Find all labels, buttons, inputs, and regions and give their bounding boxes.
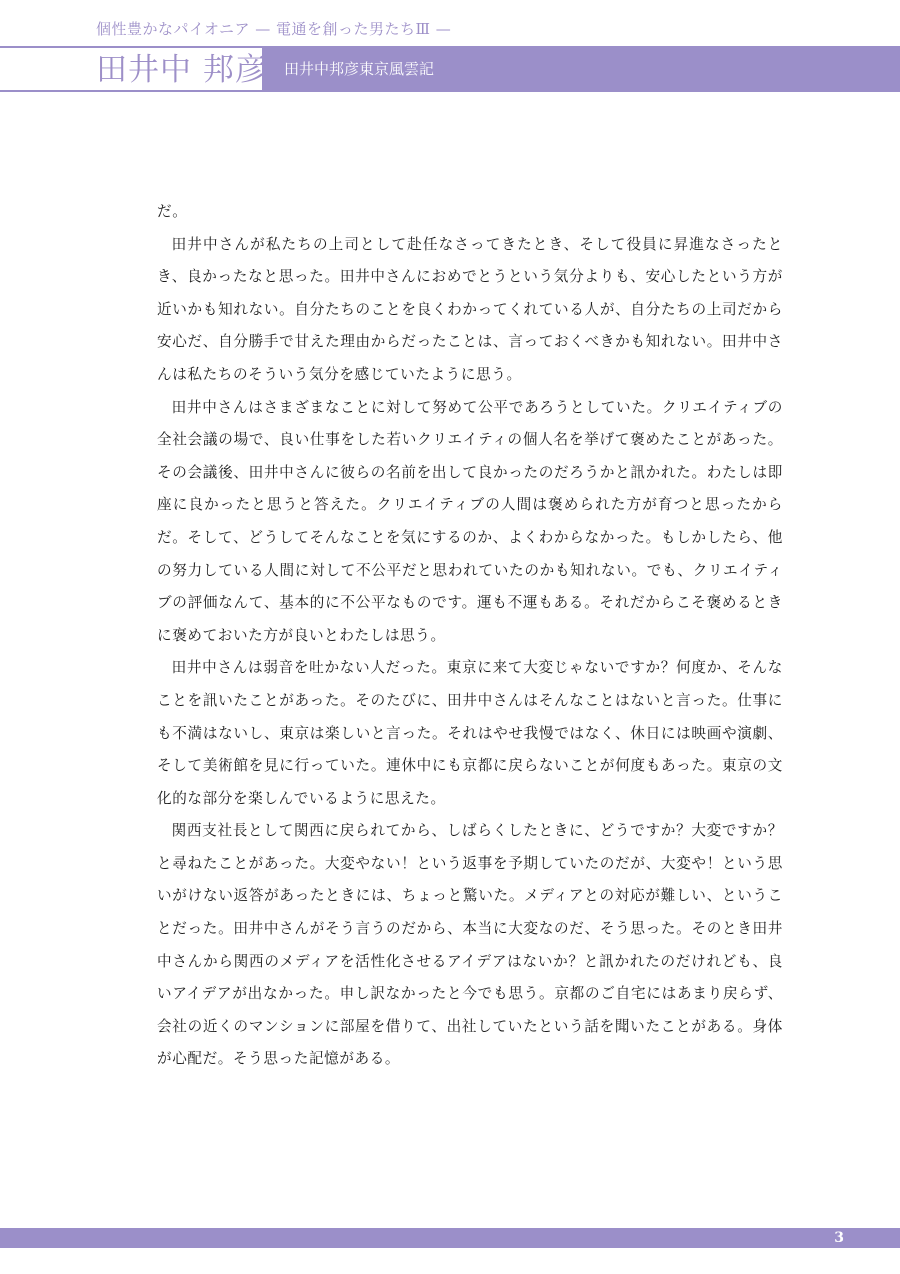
article-body xyxy=(157,196,783,1076)
series-title: 個性豊かなパイオニア — 電通を創った男たちⅢ — xyxy=(96,20,452,38)
paragraph: 田井中さんはさまざまなことに対して努めて公平であろうとしていた。クリエイティブの全社会議の場で、良い仕事をした若いクリエイティの個人名を挙げて褒めたことがあった。その会議後、田井中さんに彼らの名前を出して良かったのだろうかと訊かれた。わたしは即座に良かったと思うと答えた。クリエイティブの人間は褒められた方が育つと思ったからだ。そして、どうしてそんなことを気にするのか、よくわからなかった。もしかしたら、他の努力している人間に対して不公平だと思われていたのかも知れない。でも、クリエイティブの評価なんて、基本的に不公平なものです。運も不運もある。それだからこそ褒めるときに褒めておいた方が良いとわたしは思う。 xyxy=(157,398,783,644)
header-band xyxy=(0,46,900,92)
person-name: 田井中 邦彦 xyxy=(96,52,267,88)
footer-band xyxy=(0,1228,900,1248)
paragraph: 関西支社長として関西に戻られてから、しばらくしたときに、どうですか？大変ですか？と尋ねたことがあった。大変やない！という返事を予期していたのだが、大変や！という思いがけない返答があったときには、ちょっと驚いた。メディアとの対応が難しい、ということだった。田井中さんがそう言うのだから、本当に大変なのだ、そう思った。そのとき田井中さんから関西のメディアを活性化させるアイデアはないか？と訊かれたのだけれども、良いアイデアが出なかった。申し訳なかったと今でも思う。京都のご自宅にはあまり戻らず、会社の近くのマンションに部屋を借りて、出社していたという話を聞いたことがある。身体が心配だ。そう思った記憶がある。 xyxy=(157,822,783,1068)
page-number: 3 xyxy=(834,1230,844,1246)
paragraph: 田井中さんは弱音を吐かない人だった。東京に来て大変じゃないですか？何度か、そんなことを訊いたことがあった。そのたびに、田井中さんはそんなことはないと言った。仕事にも不満はないし、東京は楽しいと言った。それはやせ我慢ではなく、休日には映画や演劇、そして美術館を見に行っていた。連休中にも京都に戻らないことが何度もあった。東京の文化的な部分を楽しんでいるように思えた。 xyxy=(157,659,783,807)
paragraph: だ。 xyxy=(157,203,188,220)
name-box xyxy=(0,46,267,92)
article-subtitle: 田井中邦彦東京風雲記 xyxy=(284,60,435,78)
paragraph: 田井中さんが私たちの上司として赴任なさってきたとき、そして役員に昇進なさったとき、良かったなと思った。田井中さんにおめでとうという気分よりも、安心したという方が近いかも知れない。自分たちのことを良くわかってくれている人が、自分たちの上司だから安心だ、自分勝手で甘えた理由からだったことは、言っておくべきかも知れない。田井中さんは私たちのそういう気分を感じていたように思う。 xyxy=(157,235,783,383)
